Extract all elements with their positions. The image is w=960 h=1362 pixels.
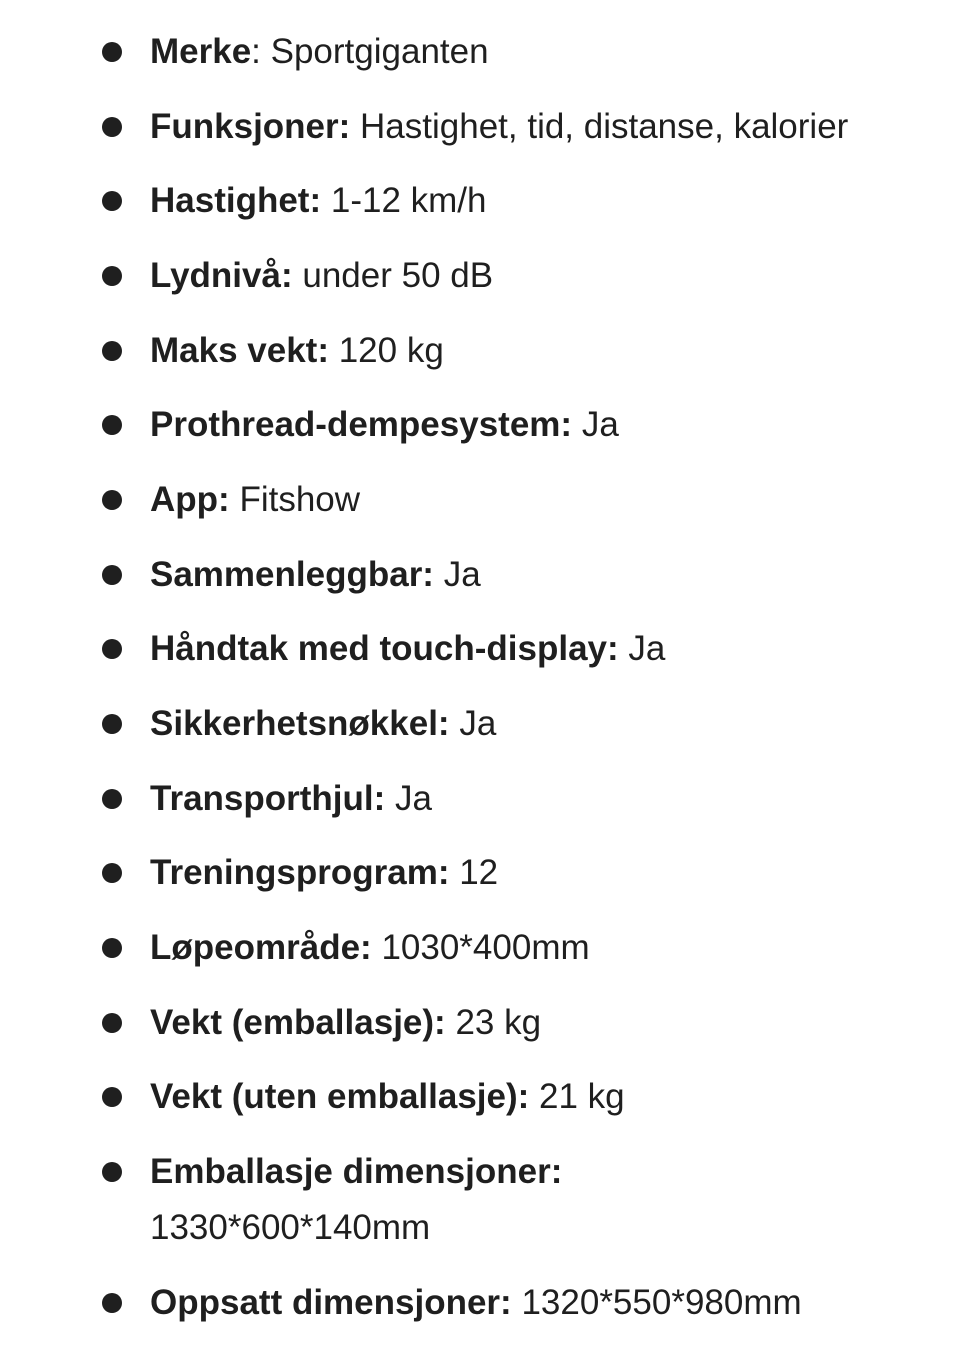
spec-separator <box>434 555 444 594</box>
bullet-icon <box>102 938 122 958</box>
spec-text <box>150 845 930 901</box>
bullet-icon <box>102 191 122 211</box>
bullet-icon <box>102 863 122 883</box>
spec-text <box>150 771 930 827</box>
spec-value: 1-12 km/h <box>330 181 487 220</box>
spec-label: Funksjoner: <box>150 107 351 146</box>
spec-value: 1030*400mm <box>381 928 590 967</box>
bullet-icon <box>102 42 122 62</box>
spec-value: 23 kg <box>455 1003 542 1042</box>
bullet-icon <box>102 714 122 734</box>
spec-value: Fitshow <box>239 480 361 519</box>
spec-label: Håndtak med touch-display: <box>150 629 619 668</box>
spec-separator <box>321 181 331 220</box>
spec-text <box>150 1069 930 1125</box>
spec-label: Oppsatt dimensjoner: <box>150 1283 512 1322</box>
spec-separator <box>450 704 460 743</box>
bullet-icon <box>102 1162 122 1182</box>
spec-separator <box>572 405 582 444</box>
spec-value: Ja <box>459 704 497 743</box>
spec-separator <box>446 1003 456 1042</box>
bullet-icon <box>102 341 122 361</box>
spec-separator <box>350 107 360 146</box>
spec-text <box>150 323 930 379</box>
spec-text <box>150 248 930 304</box>
spec-value: 1320*550*980mm <box>521 1283 802 1322</box>
spec-label: Sammenleggbar: <box>150 555 434 594</box>
spec-value: Ja <box>443 555 481 594</box>
spec-label: Løpeområde: <box>150 928 372 967</box>
spec-text <box>150 696 930 752</box>
spec-label: Prothread-dempesystem: <box>150 405 573 444</box>
spec-text <box>150 397 930 453</box>
spec-separator <box>329 331 339 370</box>
bullet-icon <box>102 117 122 137</box>
spec-text <box>150 995 930 1051</box>
spec-value: 1330*600*140mm <box>150 1208 431 1247</box>
spec-separator <box>293 256 303 295</box>
spec-separator <box>512 1283 522 1322</box>
spec-separator <box>230 480 240 519</box>
spec-text <box>150 99 930 155</box>
bullet-icon <box>102 1293 122 1313</box>
spec-text <box>150 24 930 80</box>
bullet-icon <box>102 490 122 510</box>
spec-separator: : <box>251 32 271 71</box>
spec-separator <box>385 779 395 818</box>
spec-text <box>150 1144 930 1256</box>
spec-text <box>150 920 930 976</box>
spec-text <box>150 621 930 677</box>
spec-label: Merke <box>150 32 252 71</box>
spec-label: Maks vekt: <box>150 331 329 370</box>
bullet-icon <box>102 639 122 659</box>
bullet-icon <box>102 1013 122 1033</box>
spec-value: under 50 dB <box>302 256 494 295</box>
spec-separator <box>619 629 629 668</box>
spec-value: Ja <box>581 405 619 444</box>
spec-value: 12 <box>459 853 499 892</box>
spec-label: Vekt (emballasje): <box>150 1003 446 1042</box>
spec-label: Sikkerhetsnøkkel: <box>150 704 450 743</box>
bullet-icon <box>102 789 122 809</box>
spec-label: Lydnivå: <box>150 256 293 295</box>
bullet-icon <box>102 266 122 286</box>
bullet-icon <box>102 415 122 435</box>
spec-label: Hastighet: <box>150 181 322 220</box>
spec-value: Hastighet, tid, distanse, kalorier <box>360 107 849 146</box>
spec-value: 120 kg <box>338 331 444 370</box>
spec-text <box>150 1275 930 1331</box>
bullet-icon <box>102 1087 122 1107</box>
spec-label: Treningsprogram: <box>150 853 450 892</box>
spec-value: Sportgiganten <box>270 32 489 71</box>
spec-label: Transporthjul: <box>150 779 386 818</box>
spec-value: Ja <box>395 779 432 818</box>
spec-separator <box>449 853 459 892</box>
spec-label: Vekt (uten emballasje): <box>150 1077 530 1116</box>
bullet-icon <box>102 565 122 585</box>
spec-separator <box>529 1077 539 1116</box>
spec-separator <box>372 928 382 967</box>
spec-text <box>150 173 930 229</box>
spec-label: Emballasje dimensjoner: <box>150 1152 563 1191</box>
spec-value: Ja <box>628 629 666 668</box>
spec-label: App: <box>150 480 230 519</box>
spec-value: 21 kg <box>539 1077 625 1116</box>
spec-text <box>150 547 930 603</box>
spec-text <box>150 472 930 528</box>
